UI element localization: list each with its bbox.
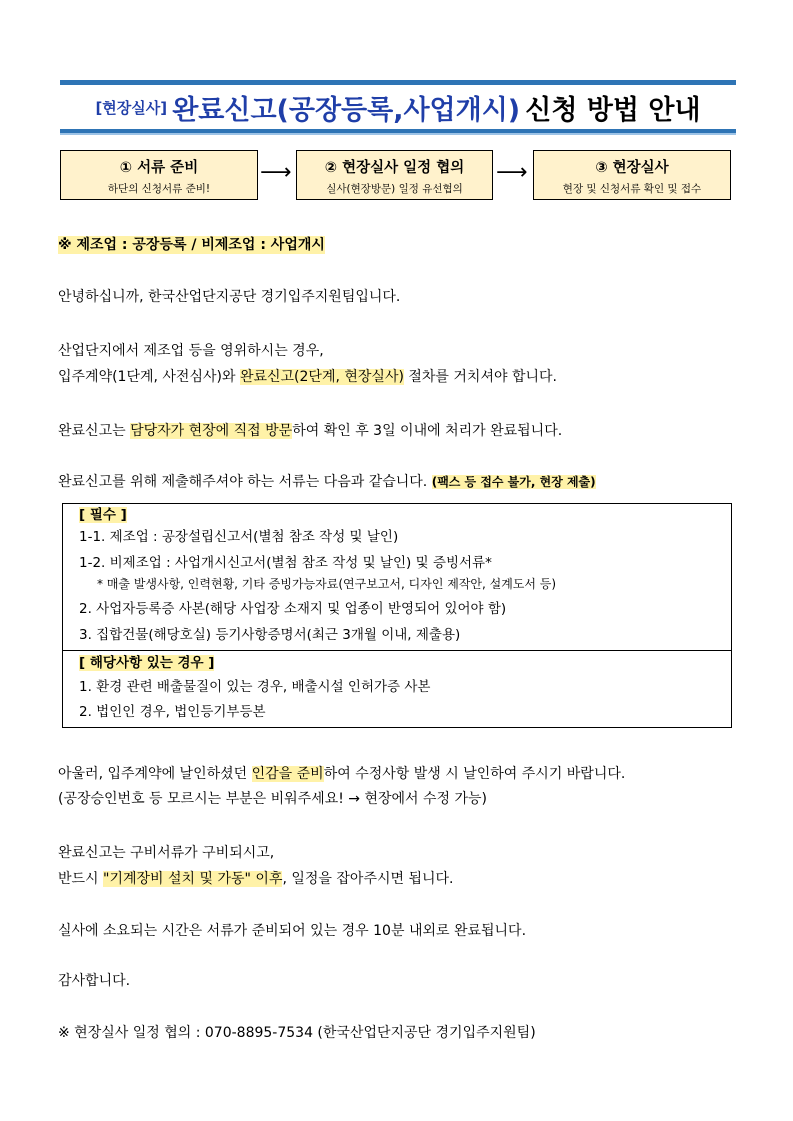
para4-line1: 완료신고는 구비서류가 구비되시고,	[58, 845, 275, 861]
conditional-item: 2. 법인인 경우, 법인등기부등본	[79, 704, 266, 720]
required-item: 1-1. 제조업 : 공장설립신고서(별첨 참조 작성 및 날인)	[79, 529, 399, 545]
step-arrow-icon: ⟶	[496, 160, 528, 185]
greeting: 안녕하십니까, 한국산업단지공단 경기입주지원팀입니다.	[58, 289, 401, 305]
para4-line2	[58, 870, 454, 888]
required-heading: [ 필수 ]	[79, 507, 127, 523]
required-item: 3. 집합건물(해당호실) 등기사항증명서(최근 3개월 이내, 제출용)	[79, 627, 461, 643]
para1-highlight: 완료신고(2단계, 현장실사)	[239, 369, 404, 385]
para4-text-end: , 일정을 잡아주시면 됩니다.	[282, 871, 454, 887]
step-2-box	[296, 150, 493, 200]
para1-text: 입주계약(1단계, 사전심사)와	[58, 369, 240, 385]
para3-highlight: 인감을 준비	[251, 766, 324, 782]
para4-highlight: "기계장비 설치 및 가동" 이후	[103, 871, 283, 887]
required-item: 2. 사업자등록증 사본(해당 사업장 소재지 및 업종이 반영되어 있어야 함)	[79, 601, 507, 617]
para2-text: 완료신고는	[58, 423, 131, 439]
title-top-rule	[60, 80, 736, 85]
para2-text-end: 하여 확인 후 3일 이내에 처리가 완료됩니다.	[292, 423, 563, 439]
step-arrow-icon: ⟶	[260, 160, 292, 185]
step-3-box	[533, 150, 731, 200]
para1-line2	[58, 368, 557, 386]
conditional-item: 1. 환경 관련 배출물질이 있는 경우, 배출시설 인허가증 사본	[79, 679, 431, 695]
docs-intro-text: 완료신고를 위해 제출해주셔야 하는 서류는 다음과 같습니다.	[58, 474, 432, 490]
para3-line2: (공장승인번호 등 모르시는 부분은 비워주세요! → 현장에서 수정 가능)	[58, 791, 488, 807]
step-1-box	[60, 150, 258, 200]
para3-text-end: 하여 수정사항 발생 시 날인하여 주시기 바랍니다.	[323, 766, 626, 782]
step-2-sub: 실사(현장방문) 일정 유선협의	[326, 183, 463, 195]
para1-text-end: 절차를 거치셔야 합니다.	[403, 369, 557, 385]
title-main: 완료신고(공장등록,사업개시)	[172, 95, 521, 126]
required-docs-box	[62, 503, 732, 651]
para3-text: 아울러, 입주계약에 날인하셨던	[58, 766, 252, 782]
para1-line1: 산업단지에서 제조업 등을 영위하시는 경우,	[58, 343, 324, 359]
contact-line: ※ 현장실사 일정 협의 : 070-8895-7534 (한국산업단지공단 경기입주지원팀)	[58, 1025, 536, 1041]
required-item-note: * 매출 발생사항, 인력현황, 기타 증빙가능자료(연구보고서, 디자인 제작안, 설계도서 등)	[97, 577, 557, 591]
para2-highlight: 담당자가 현장에 직접 방문	[130, 423, 293, 439]
step-3-sub: 현장 및 신청서류 확인 및 접수	[562, 183, 702, 195]
step-2-title: ② 현장실사 일정 협의	[324, 160, 465, 176]
step-1-title: ① 서류 준비	[119, 160, 199, 176]
title-rest: 신청 방법 안내	[525, 95, 701, 126]
conditional-docs-box	[62, 650, 732, 728]
step-1-sub: 하단의 신청서류 준비!	[107, 183, 211, 195]
docs-intro	[58, 473, 596, 491]
conditional-heading: [ 해당사항 있는 경우 ]	[79, 655, 215, 671]
notice-line: ※ 제조업 : 공장등록 / 비제조업 : 사업개시	[58, 237, 325, 253]
required-item: 1-2. 비제조업 : 사업개시신고서(별첨 참조 작성 및 날인) 및 증빙서류*	[79, 555, 492, 571]
para3-line1	[58, 765, 625, 783]
page-title	[60, 88, 736, 128]
title-bottom-rule-light	[60, 133, 736, 135]
para2	[58, 422, 562, 440]
thanks: 감사합니다.	[58, 973, 131, 989]
step-3-title: ③ 현장실사	[595, 160, 669, 176]
title-tag: [현장실사]	[95, 99, 168, 117]
docs-intro-note: (팩스 등 접수 불가, 현장 제출)	[431, 475, 596, 489]
para4-text: 반드시	[58, 871, 104, 887]
para5: 실사에 소요되는 시간은 서류가 준비되어 있는 경우 10분 내외로 완료됩니다.	[58, 923, 527, 939]
